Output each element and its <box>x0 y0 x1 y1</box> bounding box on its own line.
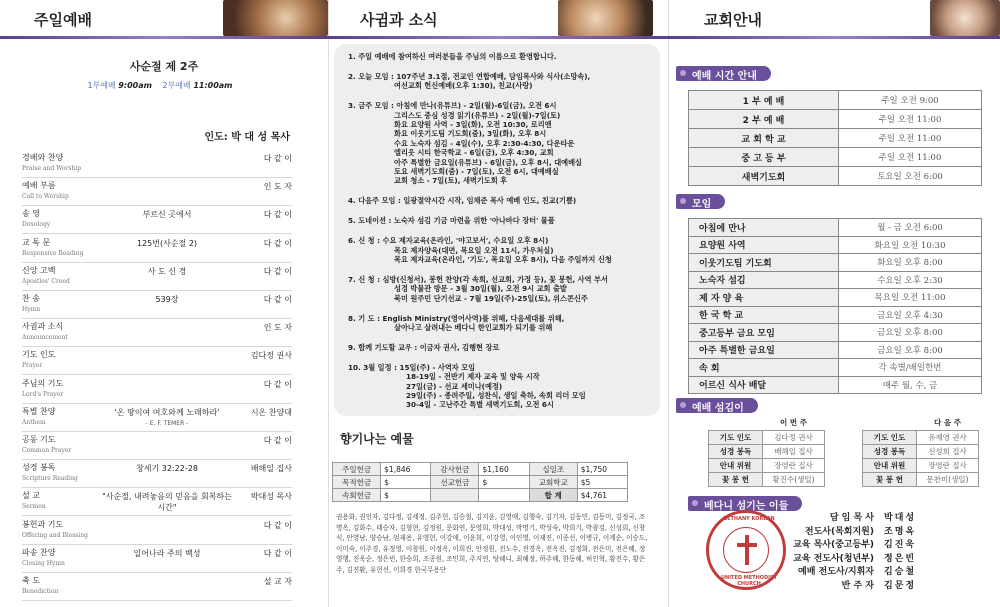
staff-name: 박대성 <box>884 513 917 523</box>
schedule-row <box>689 289 982 307</box>
order-item-name: 찬 송 <box>22 294 40 303</box>
order-item-name: 봉헌과 기도 <box>22 519 64 529</box>
header-rule <box>0 36 328 39</box>
staff-role: 예배 전도사/지휘자 <box>798 567 874 578</box>
order-item-name: 송 영 <box>22 209 40 219</box>
schedule-time: 수요일 오후 2:30 <box>839 271 982 289</box>
offering-amount: $5 <box>577 476 627 489</box>
order-row <box>22 150 292 178</box>
duty-week-header: 이 번 주 <box>763 416 825 430</box>
schedule-name: 요양원 사역 <box>689 236 839 254</box>
order-item-leader: 다 같 이 <box>263 154 292 163</box>
order-item-name: 파송 찬양 <box>22 547 56 557</box>
offering-amount: $ <box>479 476 529 489</box>
duty-person: 장영란 집사 <box>917 458 979 472</box>
order-item-detail: 일어나라 주의 백성 <box>133 548 201 558</box>
worship-times-table <box>688 90 982 186</box>
duty-row <box>709 444 825 458</box>
order-item-name: 기도 인도 <box>22 350 56 360</box>
panel-header <box>328 0 668 38</box>
staff-name: 조명옥 <box>884 526 917 537</box>
duty-row <box>863 444 979 458</box>
duty-row <box>863 430 979 444</box>
announcement-line: 4. 다음주 모임 : 일광절약시간 시작, 임채준 목사 예배 인도, 친교(기쁨) <box>348 196 577 206</box>
order-item-english: Announcement <box>22 334 68 342</box>
worship-times-tag: 예배 시간 안내 <box>676 66 771 81</box>
duty-row <box>709 472 825 486</box>
offering-amount: $4,761 <box>577 489 627 502</box>
announcement-line: 18-19일 - 전반기 제자 교육 및 양육 시작 <box>406 372 540 382</box>
staff-tag: 베다니 섬기는 이들 <box>688 496 802 511</box>
order-item-english: Apostles' Creed <box>22 277 70 285</box>
duty-person: 문찬미(생일) <box>917 472 979 486</box>
schedule-name: 이웃기도팀 기도회 <box>689 254 839 272</box>
announcement-line: 토요 새벽기도회(줌) - 7일(토), 오전 6시, 대예배실 <box>394 167 559 177</box>
order-item-english: Prayer <box>22 362 43 370</box>
schedule-time: 목요일 오전 11:00 <box>839 289 982 307</box>
order-item-english: Anthem <box>22 418 46 426</box>
order-item-name: 성경 봉독 <box>22 463 56 473</box>
order-row <box>22 291 292 319</box>
schedule-row <box>689 91 982 110</box>
order-item-leader: 인 도 자 <box>263 323 292 333</box>
seal-text-bottom: UNITED METHODIST CHURCH <box>720 575 778 587</box>
schedule-row <box>689 306 982 324</box>
offering-amount: $ <box>381 489 431 502</box>
staff-role: 교육 목사(중고등부) <box>793 540 874 551</box>
announcement-line: 화요 이웃기도팀 기도회(줌), 3일(화), 오후 8시 <box>394 129 547 139</box>
service2-time: 11:00am <box>193 81 233 90</box>
duty-person: 황진수(생일) <box>763 472 825 486</box>
duty-role: 안내 위원 <box>709 458 763 472</box>
order-item-name: 경배와 찬양 <box>22 153 64 162</box>
order-item-english: Scripture Reading <box>22 475 78 483</box>
order-item-leader: 다 같 이 <box>263 266 292 276</box>
duty-person: 배해일 집사 <box>763 444 825 458</box>
offering-amount: $1,160 <box>479 463 529 476</box>
announcement-line: 여선교회 헌신예배(오후 1:30), 친교(사랑) <box>394 81 533 91</box>
announcement-line: 엘리웃 시티 한국학교 - 6일(금), 오후 4:30, 교회 <box>394 148 554 158</box>
schedule-row <box>689 110 982 129</box>
week-title: 사순절 제 2주 <box>129 60 199 73</box>
announcement-line: 목요 제자양육(대면, 목요일 오전 11시, 가우처실) <box>394 245 554 255</box>
duty-role: 기도 인도 <box>709 430 763 444</box>
announcement-item <box>348 275 658 303</box>
offering-names: 권용화, 권인자, 김다정, 김세정, 김주헌, 김승철, 김지윤, 김영애, 김행숙, 김기자, 김동민, 김동미, 김정국, 조명옥, 김화수, 태승자, 김형현, 김정원, 문화연, 문영희, 박대성, 박명기, 박성숙, 박희기, 박광검, 신성희, 신창식, 안영남, 양승남, 엄재용, 유영헌, 이강애, 이윤희, 이강영, 이인영, 이재진, 이종선, 이병규, 이계순, 이승도, 이미숙, 이주경, 유정영, 이창원, 이정옥, 이희진, 안정원, 전노수, 전경옥, 전옥진, 김정화, 전은미, 전은혜, 정영행, 진욱순, 정은빈, 한승희, 조종원, 조민희, 주지연, 탕혜니, 최혜정, 하주혜, 한동혜, 허인혁, 황진수, 황은주, 김진환, 유현선, 이희경 한국무용단 <box>336 513 648 574</box>
offering-label <box>431 489 479 502</box>
schedule-name: 중 고 등 부 <box>689 148 839 167</box>
meetings-table <box>688 218 982 394</box>
order-item-detail: 부르신 곳에서 <box>142 210 192 220</box>
schedule-name: 교 회 학 교 <box>689 129 839 148</box>
announcement-item <box>348 52 658 61</box>
order-item-name: 축 도 <box>22 576 40 585</box>
service1-label: 1부예배 <box>87 81 116 90</box>
schedule-time: 금요일 오후 8:00 <box>839 341 982 359</box>
announcement-line: 8. 기 도 : English Ministry(영어사역)를 위해, 다음세대를 위해, <box>348 313 565 323</box>
duty-person: 신성희 집사 <box>917 444 979 458</box>
order-item-name: 설 교 <box>22 491 40 501</box>
order-row <box>22 545 292 573</box>
order-row <box>22 573 292 601</box>
staff-role: 전도사(목회지원) <box>804 526 874 537</box>
schedule-name: 아주 특별한 금요일 <box>689 341 839 359</box>
duty-role: 꽃 봉 헌 <box>863 472 917 486</box>
schedule-time: 주일 오전 11:00 <box>839 129 982 148</box>
order-item-leader: 다 같 이 <box>263 210 292 220</box>
order-item-detail: 539장 <box>155 295 179 304</box>
order-item-leader: 박대성 목사 <box>250 492 292 502</box>
order-row <box>22 347 292 375</box>
schedule-time: 주일 오전 9:00 <box>839 91 982 110</box>
panel-church-info <box>668 0 1000 607</box>
order-item-english: Lord's Prayer <box>22 390 64 398</box>
announcement-line: 살아나고 살려내는 베다니 한인교회가 되기를 위해 <box>394 322 553 332</box>
schedule-time: 월 - 금 오전 6:00 <box>839 219 982 237</box>
schedule-name: 2 부 예 배 <box>689 110 839 129</box>
announcement-item <box>348 363 658 410</box>
schedule-name: 1 부 예 배 <box>689 91 839 110</box>
schedule-time: 주일 오전 11:00 <box>839 148 982 167</box>
schedule-time: 금요일 오후 8:00 <box>839 324 982 342</box>
staff-row <box>768 526 1000 540</box>
announcement-line: 화요 요양원 사역 - 3일(화), 오전 10:30, 로리엔 <box>394 120 552 129</box>
order-item-leader: 시온 찬양대 <box>250 407 292 417</box>
order-item-english: Hymn <box>22 306 41 313</box>
staff-role: 반 주 자 <box>841 580 874 591</box>
staff-name: 김문정 <box>884 580 917 591</box>
panel-worship-order <box>0 0 328 607</box>
announcement-line: 수요 노숙자 섬김 - 4일(수), 오후 2:30-4:30, 다운타운 <box>394 138 575 148</box>
duty-header-row <box>863 416 979 430</box>
panel-title: 주일예배 <box>34 11 92 29</box>
staff-row <box>768 539 1000 553</box>
order-item-english: Sermon <box>22 503 46 511</box>
order-row <box>22 488 292 516</box>
cross-icon <box>745 535 749 565</box>
offering-amount <box>479 489 529 502</box>
order-item-name: 교 독 문 <box>22 237 51 247</box>
duty-role: 안내 위원 <box>863 458 917 472</box>
order-item-english: Responsive Reading <box>22 249 84 257</box>
order-item-detail: 창세기 32:22-28 <box>136 464 198 474</box>
order-item-name: 사귐과 소식 <box>22 322 64 332</box>
offering-label: 합 계 <box>529 489 577 502</box>
offering-row <box>333 463 628 476</box>
order-item-leader: 김다정 권사 <box>250 351 292 361</box>
duty-header-row <box>709 416 825 430</box>
schedule-time: 각 속별/배일한번 <box>839 359 982 377</box>
schedule-row <box>689 148 982 167</box>
schedule-row <box>689 341 982 359</box>
service-times <box>0 80 328 91</box>
announcement-line: 1. 주일 예배에 참여하신 여러분들을 주님의 이름으로 환영합니다. <box>348 52 557 61</box>
order-item-english: Doxology <box>22 221 51 229</box>
order-row <box>22 376 292 404</box>
schedule-time: 토요일 오전 6:00 <box>839 167 982 186</box>
staff-name: 김승철 <box>884 567 917 578</box>
announcement-line: 성경 박물관 방문 - 3월 30일(월), 오전 9시 교회 출발 <box>394 284 567 294</box>
announcement-line: 7. 신 청 : 심방(신청서), 봉헌 찬양(각 속회, 선교회, 가정 등), 꽃 봉헌, 사역 부서 <box>348 274 608 284</box>
order-item-name: 주님의 기도 <box>22 378 64 388</box>
order-item-detail: "사순절, 내려놓음의 믿음을 회복하는 시간" <box>102 492 232 513</box>
order-item-english: Benediction <box>22 588 59 595</box>
worship-leader: 인도: 박 대 성 목사 <box>204 132 290 143</box>
duty-tag: 예배 섬김이 <box>676 398 758 413</box>
duty-person: 김다정 권사 <box>763 430 825 444</box>
announcement-line: 29일(주) - 종려주일, 성찬식, 생일 축하, 속회 리더 모임 <box>406 390 586 400</box>
order-row <box>22 460 292 488</box>
announcement-line: 30-4일 - 고난주간 특별 새벽기도회, 오전 6시 <box>406 400 554 410</box>
staff-role: 담 임 목 사 <box>829 513 874 523</box>
duty-row <box>709 430 825 444</box>
order-item-name: 신앙 고백 <box>22 265 56 275</box>
seal-text-top: BETHANY KOREAN <box>723 516 775 522</box>
offering-amount: $1,750 <box>577 463 627 476</box>
announcement-line: 3. 금주 모임 : 아침에 만나(유튜브) - 2일(월)-6일(금), 오전 6시 <box>348 101 557 111</box>
announcement-item <box>348 196 658 205</box>
service2-label: 2부예배 <box>162 81 191 90</box>
offering-label: 주일헌금 <box>333 463 381 476</box>
duty-header-spacer <box>709 416 763 430</box>
schedule-row <box>689 129 982 148</box>
order-item-english: Closing Hymn <box>22 559 65 567</box>
schedule-row <box>689 271 982 289</box>
panel-title: 사귐과 소식 <box>360 11 438 29</box>
header-photo <box>930 0 1000 36</box>
order-row <box>22 235 292 263</box>
schedule-row <box>689 359 982 377</box>
announcement-line: 6. 신 청 : 수요 제자교육(온라인, '야고보서', 수요일 오후 8시) <box>348 236 549 246</box>
announcement-line: 2. 오늘 모임 : 107주년 3.1절, 전교인 연합예배, 담임목사와 식사(소망속), <box>348 71 591 81</box>
order-item-english: Praise and Worship <box>22 165 82 172</box>
announcement-item <box>348 343 658 352</box>
staff-row <box>768 512 1000 526</box>
schedule-row <box>689 236 982 254</box>
duty-header-spacer <box>863 416 917 430</box>
offering-amount: $1,846 <box>381 463 431 476</box>
announcement-item <box>348 236 658 264</box>
service1-time: 9:00am <box>118 81 152 90</box>
offering-row <box>333 476 628 489</box>
duty-role: 성경 봉독 <box>709 444 763 458</box>
announcement-line: 북미 원주민 단기선교 - 7월 19일(주)-25일(토), 위스콘신주 <box>394 293 588 303</box>
meetings-tag: 모임 <box>676 194 725 209</box>
duty-person: 장영란 집사 <box>763 458 825 472</box>
order-item-leader: 설 교 자 <box>263 577 292 586</box>
order-item-leader: 다 같 이 <box>263 379 292 389</box>
duty-role: 성경 봉독 <box>863 444 917 458</box>
schedule-time: 주일 오전 11:00 <box>839 110 982 129</box>
order-item-leader: 다 같 이 <box>263 436 292 445</box>
staff-list <box>768 512 1000 594</box>
order-item-leader: 배해일 집사 <box>250 464 292 474</box>
announcement-line: 교회 청소 - 7일(토), 새벽기도회 후 <box>394 176 508 186</box>
schedule-row <box>689 219 982 237</box>
staff-row <box>768 566 1000 580</box>
order-row <box>22 432 292 460</box>
order-row <box>22 319 292 347</box>
schedule-time: 화요일 오후 8:00 <box>839 254 982 272</box>
offering-row <box>333 489 628 502</box>
announcement-line: 아주 특별한 금요일(유튜브) - 6일(금), 오후 8시, 대예배실 <box>394 157 582 167</box>
order-item-detail: 125번(사순절 2) <box>136 238 198 248</box>
offering-label: 선교헌금 <box>431 476 479 489</box>
order-item-leader: 다 같 이 <box>263 548 292 558</box>
staff-row <box>768 553 1000 567</box>
duty-next-week-table <box>862 416 979 487</box>
order-row <box>22 206 292 234</box>
duty-row <box>709 458 825 472</box>
schedule-name: 어르신 식사 배달 <box>689 376 839 394</box>
schedule-name: 중고등부 금요 모임 <box>689 324 839 342</box>
order-item-name: 공동 기도 <box>22 435 56 444</box>
offering-label: 속회헌금 <box>333 489 381 502</box>
offering-label: 십일조 <box>529 463 577 476</box>
duty-row <box>863 458 979 472</box>
duty-week-header: 다 음 주 <box>917 416 979 430</box>
schedule-name: 노숙자 섬김 <box>689 271 839 289</box>
schedule-time: 매주 월, 수, 금 <box>839 376 982 394</box>
schedule-time: 금요일 오후 4:30 <box>839 306 982 324</box>
announcements-box <box>334 44 660 416</box>
order-item-detail: 사 도 신 경 <box>147 266 187 276</box>
order-item-english: Offering and Blessing <box>22 531 88 539</box>
offering-label: 목적헌금 <box>333 476 381 489</box>
announcement-item <box>348 216 658 225</box>
order-item-leader: 다 같 이 <box>263 295 292 304</box>
panel-announcements <box>328 0 668 607</box>
cross-bar <box>737 543 757 547</box>
header-rule <box>668 36 1000 39</box>
offering-amount: $ <box>381 476 431 489</box>
order-item-english: Call to Worship <box>22 193 69 201</box>
announcement-item <box>348 101 658 186</box>
panel-header <box>0 0 328 38</box>
offering-title: 향기나는 예물 <box>340 432 414 446</box>
duty-person: 유재영 권사 <box>917 430 979 444</box>
offering-label: 감사헌금 <box>431 463 479 476</box>
order-row <box>22 263 292 291</box>
announcement-line: 그리스도 중심 성경 읽기(유튜브) - 2일(월)-7일(토) <box>394 110 561 120</box>
order-item-name: 특별 찬양 <box>22 406 56 416</box>
header-rule <box>328 36 668 39</box>
announcement-line: 9. 함께 기도할 교우 : 이금자 권사, 김행현 장로 <box>348 342 500 352</box>
staff-name: 정은빈 <box>884 553 917 564</box>
announcement-line: 목요 제자교육(온라인, '기도', 목요일 오후 8시), 다음 주일까지 신청 <box>394 254 612 264</box>
schedule-row <box>689 376 982 394</box>
announcement-line: 10. 3월 일정 : 15일(주) - 사역자 모임 <box>348 362 476 372</box>
order-item-english: Common Prayer <box>22 447 72 454</box>
schedule-name: 제 자 양 육 <box>689 289 839 307</box>
order-item-note: - E. F. TEMER - <box>145 419 189 427</box>
offering-table <box>332 462 628 502</box>
panel-header <box>668 0 1000 38</box>
duty-role: 꽃 봉 헌 <box>709 472 763 486</box>
order-item-leader: 다 같 이 <box>263 238 292 248</box>
announcement-item <box>348 72 658 91</box>
schedule-row <box>689 324 982 342</box>
order-item-leader: 인 도 자 <box>263 182 292 192</box>
staff-role: 교육 전도사(청년부) <box>793 553 874 564</box>
staff-name: 김진욱 <box>884 540 917 551</box>
duty-role: 기도 인도 <box>863 430 917 444</box>
schedule-time: 화요일 오전 10:30 <box>839 236 982 254</box>
schedule-name: 한 국 학 교 <box>689 306 839 324</box>
schedule-name: 속 회 <box>689 359 839 377</box>
announcement-item <box>348 314 658 333</box>
staff-row <box>768 580 1000 594</box>
announcement-line: 27일(금) - 선교 세미나(예정) <box>406 381 503 391</box>
order-item-name: 예배 부름 <box>22 181 56 191</box>
schedule-name: 아침에 만나 <box>689 219 839 237</box>
offering-label: 교회학교 <box>529 476 577 489</box>
order-row <box>22 404 292 432</box>
duty-this-week-table <box>708 416 825 487</box>
header-photo <box>223 0 328 36</box>
order-item-leader: 다 같 이 <box>263 520 292 530</box>
order-row <box>22 517 292 545</box>
header-photo <box>558 0 653 36</box>
schedule-row <box>689 254 982 272</box>
schedule-name: 새벽기도회 <box>689 167 839 186</box>
schedule-row <box>689 167 982 186</box>
announcement-line: 5. 도네이션 : 노숙자 섬김 기금 마련을 위한 '아나바다 장터' 물품 <box>348 216 555 226</box>
order-row <box>22 178 292 206</box>
order-item-detail: '온 땅이여 여호와께 노래하라' <box>114 407 220 417</box>
duty-row <box>863 472 979 486</box>
panel-title: 교회안내 <box>704 11 762 29</box>
